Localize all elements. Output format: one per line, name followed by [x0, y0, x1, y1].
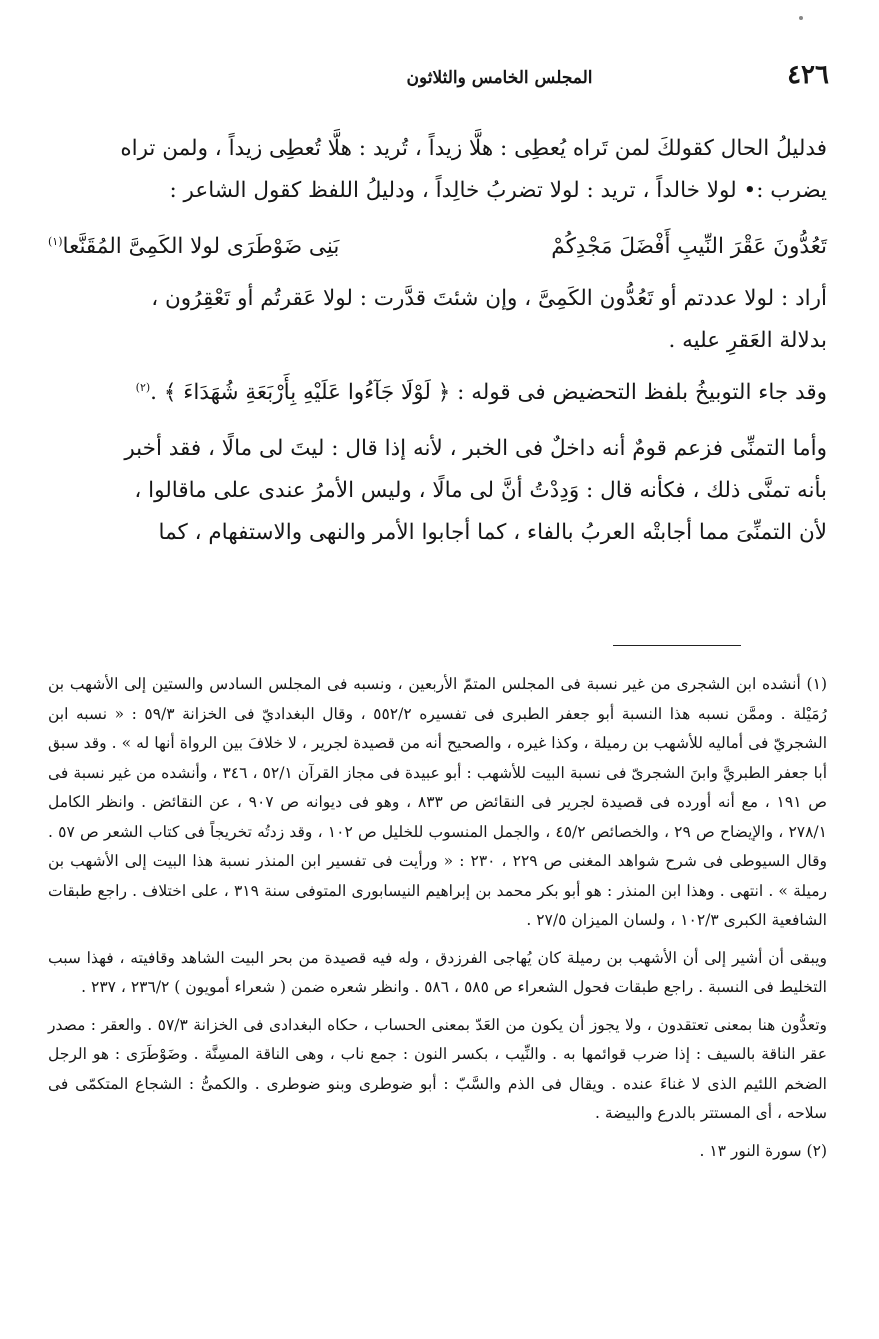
verse-first-hemistich: تَعُدُّونَ عَقْرَ النِّيبِ أَفْضَلَ مَجْدِكُمْ — [551, 234, 827, 259]
page-header — [50, 60, 829, 100]
paragraph-3 — [48, 372, 827, 414]
verse-second-hemistich — [48, 226, 339, 268]
footnote-1-gloss: وتعدُّون هنا بمعنى تعتقدون ، ولا يجوز أن يكون من العَدّ بمعنى الحساب ، حكاه البغدادى فى الخزانة ٥٧/٣ . والعقر : مصدر عقر الناقة بالسيف : إذا ضرب قوائمها به . والنِّيب ، بكسر النون : جمع ناب ، وهى الناقة المسِنَّة . وضَوْطَرَى : هو الرجل الضخم اللئيم الذى لا غناءَ عنده . ويقال فى الذم والسَّبّ : أبو ضوطرى وبنو ضوطرى . والكمىُّ : الشجاع المتكمّى فى سلاحه ، أى المستتر بالدرع والبيضة . — [48, 1015, 828, 1122]
paragraph-4-line-2: بأنه تمنَّى ذلك ، فكأنه قال : وَدِدْتُ أنَّ لى مالًا ، وليس الأمرُ عندى على ماقالوا ، — [134, 478, 827, 503]
footnote-ref-1: (١) — [48, 234, 63, 248]
page-number: ٤٢٦ — [787, 60, 829, 90]
main-text — [48, 128, 827, 554]
footnote-2: (٢) سورة النور ١٣ . — [699, 1141, 827, 1160]
footnote-1: (١) أنشده ابن الشجرى من غير نسبة فى المجلس المتمّ الأربعين ، ونسبه فى المجلس السادس والستين إلى الأشهب بن رُمَيْلة . وممَّن نسبه هذا النسبة أبو جعفر الطبرى فى تفسيره ٥٥٢/٢ ، وقال البغداديّ فى الخزانة ٥٩/٣ : « نسبه ابن الشجريّ فى أماليه للأشهب بن رميلة ، وكذا غيره ، والصحيح أنه من قصيدة لجرير ، لا خلافَ بين الرواة أنها له » . وقد سبق أبا جعفر الطبريَّ وابنَ الشجرىّ فى نسبة البيت للأشهب : أبو عبيدة فى مجاز القرآن ٥٢/١ ، ٣٤٦ ، وأنشده من غير نسبة فى ص ١٩١ ، مع أنه أورده فى قصيدة لجرير فى النقائض ص ٨٣٣ ، وهو فى ديوانه ص ٩٠٧ ، عن النقائض . وانظر الكامل ٢٧٨/١ ، والإيضاح ص ٢٩ ، والخصائص ٤٥/٢ ، والجمل المنسوب للخليل ص ١٠٢ ، وقد زدتُه تخريجاً فى كتاب الشعر ص ٥٧ . وقال السيوطى فى شرح شواهد المغنى ص ٢٢٩ ، ٢٣٠ : « ورأيت فى تفسير ابن المنذر نسبة هذا البيت إلى الأشهب بن رميلة » . انتهى . وهذا ابن المنذر : هو أبو بكر محمد بن إبراهيم النيسابورى المتوفى سنة ٣١٩ ، على اختلاف . راجع طبقات الشافعية الكبرى ١٠٢/٣ ، ولسان الميزان ٢٧/٥ . — [48, 675, 828, 929]
verse-second-text: بَنِى ضَوْطَرَى لولا الكَمِىَّ المُقَنَّعا — [62, 234, 340, 259]
paragraph-2-line-1: أراد : لولا عددتم أو تَعُدُّون الكَمِىَّ ، وإن شئتَ قدَّرت : لولا عَقرتُم أو تَعْقِرُون ، — [151, 286, 827, 311]
paragraph-3-text: وقد جاء التوبيخُ بلفظ التحضيض فى قوله : ﴿ لَوْلَا جَآءُوا عَلَيْهِ بِأَرْبَعَةِ شُهَدَاءَ ﴾ . — [150, 380, 827, 405]
paragraph-4-line-3: لأن التمنِّىَ مما أجابتْه العربُ بالفاء ، كما أجابوا الأمر والنهى والاستفهام ، كما — [158, 520, 827, 545]
poetry-verse — [48, 226, 827, 268]
scan-speck — [799, 16, 803, 20]
footnote-separator — [613, 645, 741, 646]
paragraph-1-line-1: فدليلُ الحال كقولكَ لمن تَراه يُعطِى : هلَّا زيداً ، تُريد : هلَّا تُعطِى زيداً ، ولمن تراه — [120, 136, 827, 161]
running-title: المجلس الخامس والثلاثون — [406, 68, 593, 88]
paragraph-4-line-1: وأما التمنِّى فزعم قومٌ أنه داخلٌ فى الخبر ، لأنه إذا قال : ليتَ لى مالًا ، فقد أخبر — [124, 436, 827, 461]
paragraph-2-line-2: بدلالة العَقرِ عليه . — [668, 328, 827, 353]
paragraph-1-line-2: يضرب :• لولا خالداً ، تريد : لولا تضربُ خالِداً ، ودليلُ اللفظ كقول الشاعر : — [169, 178, 827, 203]
footnote-ref-2: (٢) — [135, 380, 151, 394]
footnotes — [48, 670, 827, 1166]
footnote-1-continuation: ويبقى أن أشير إلى أن الأشهب بن رميلة كان يُهاجى الفرزدق ، وله فيه قصيدة من بحر البيت الشاهد وقافيته ، فهذا سبب التخليط فى النسبة . راجع طبقات فحول الشعراء ص ٥٨٥ ، ٥٨٦ . وانظر شعره ضمن ( شعراء أمويون ) ٢٣٦/٢ ، ٢٣٧ . — [48, 948, 827, 996]
